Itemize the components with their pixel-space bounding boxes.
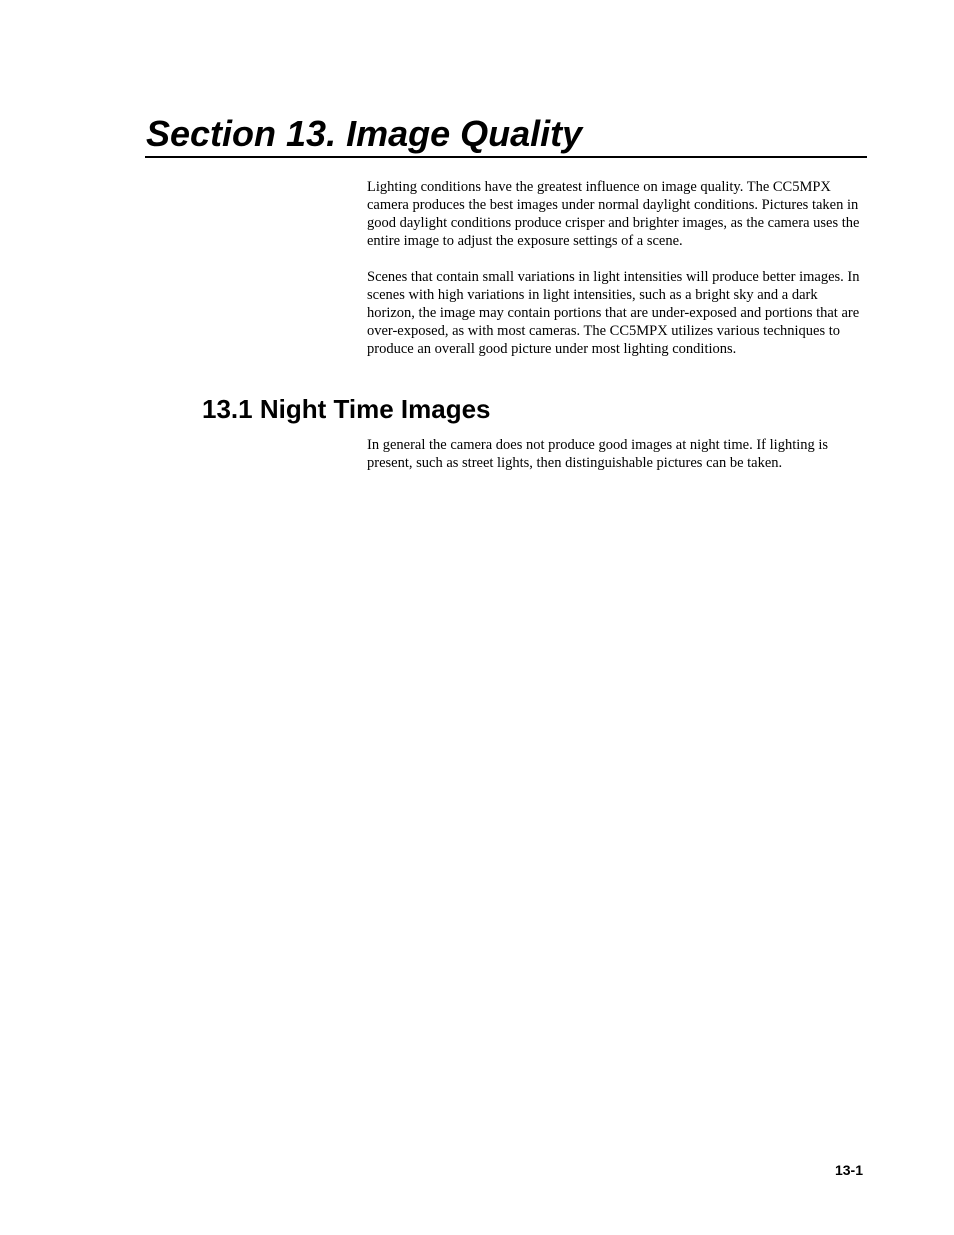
- intro-paragraph-lighting: Lighting conditions have the greatest influence on image quality. The CC5MPX camera produces the best images under normal daylight conditions. Pictures taken in good daylight conditions produce crisper and brighter images, as the camera uses the entire image to adjust the exposure settings of a scene.: [367, 179, 860, 249]
- night-time-paragraph: In general the camera does not produce good images at night time. If lighting is present, such as street lights, then distinguishable pictures can be taken.: [367, 437, 829, 471]
- subsection-title-night-time-images: 13.1 Night Time Images: [202, 394, 491, 424]
- intro-paragraph-scenes: Scenes that contain small variations in light intensities will produce better images. In scenes with high variations in light intensities, such as a bright sky and a dark horizon, the image may contain portions that are under-exposed and portions that are over-exposed, as with most cameras. The CC5MPX utilizes various techniques to produce an overall good picture under most lighting conditions.: [367, 269, 860, 357]
- title-underline-rule: [145, 156, 867, 158]
- section-title: Section 13. Image Quality: [146, 113, 583, 154]
- page-number: 13-1: [834, 1162, 863, 1178]
